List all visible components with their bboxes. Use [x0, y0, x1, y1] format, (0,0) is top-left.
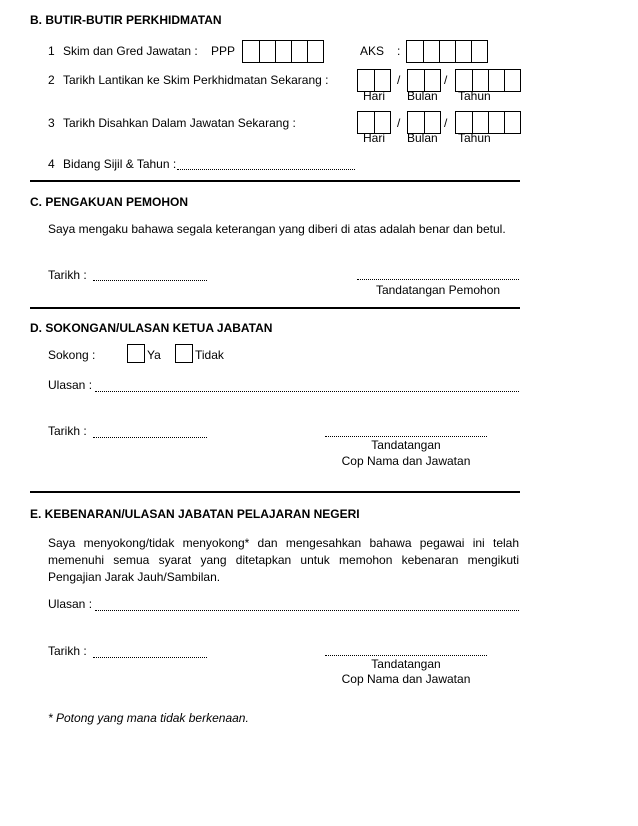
ppp-code-boxes[interactable] [242, 40, 324, 63]
item-1-label: Skim dan Gred Jawatan : [63, 44, 198, 58]
aks-label: AKS [360, 44, 385, 58]
section-divider [30, 307, 520, 309]
support-no-checkbox[interactable] [175, 344, 193, 363]
head-date-line[interactable] [93, 437, 207, 438]
section-d-heading: D. SOKONGAN/ULASAN KETUA JABATAN [30, 321, 273, 335]
date-separator: / [444, 116, 448, 130]
ppp-label: PPP [211, 44, 236, 58]
date-separator: / [444, 73, 448, 87]
item-2-label: Tarikh Lantikan ke Skim Perkhidmatan Sekarang : [63, 73, 329, 87]
day-caption: Hari [363, 89, 386, 103]
item-4-number: 4 [48, 157, 55, 171]
day-caption: Hari [363, 131, 386, 145]
support-label: Sokong : [48, 348, 96, 362]
section-c-heading: C. PENGAKUAN PEMOHON [30, 195, 189, 209]
head-stamp-caption: Cop Nama dan Jawatan [341, 454, 471, 468]
applicant-signature-caption: Tandatangan Pemohon [375, 283, 501, 297]
head-comment-label: Ulasan : [48, 378, 93, 392]
section-e-heading: E. KEBENARAN/ULASAN JABATAN PELAJARAN NEGERI [30, 507, 360, 521]
item-1-number: 1 [48, 44, 55, 58]
support-yes-checkbox[interactable] [127, 344, 145, 363]
section-divider [30, 180, 520, 182]
state-signature-line[interactable] [325, 655, 487, 656]
head-signature-line[interactable] [325, 436, 487, 437]
year-caption: Tahun [458, 131, 491, 145]
section-divider [30, 491, 520, 493]
item-3-label: Tarikh Disahkan Dalam Jawatan Sekarang : [63, 116, 296, 130]
head-comment-line[interactable] [95, 391, 519, 392]
applicant-declaration: Saya mengaku bahawa segala keterangan yang diberi di atas adalah benar dan betul. [48, 222, 506, 236]
year-caption: Tahun [458, 89, 491, 103]
item-3-number: 3 [48, 116, 55, 130]
state-stamp-caption: Cop Nama dan Jawatan [341, 672, 471, 686]
state-comment-label: Ulasan : [48, 597, 93, 611]
footnote: * Potong yang mana tidak berkenaan. [48, 711, 249, 725]
certificate-field-line[interactable] [177, 169, 355, 170]
month-caption: Bulan [407, 89, 438, 103]
head-date-label: Tarikh : [48, 424, 87, 438]
support-yes-label: Ya [147, 348, 161, 362]
aks-colon: : [397, 44, 401, 58]
state-signature-caption: Tandatangan [371, 657, 441, 671]
applicant-date-label: Tarikh : [48, 268, 87, 282]
head-signature-caption: Tandatangan [371, 438, 441, 452]
applicant-signature-line[interactable] [357, 279, 519, 280]
aks-code-boxes[interactable] [406, 40, 488, 63]
support-no-label: Tidak [195, 348, 224, 362]
state-department-statement: Saya menyokong/tidak menyokong* dan mengesahkan bahawa pegawai ini telah memenuhi semua syarat yang ditetapkan untuk memohon kebenaran mengikuti Pengajian Jarak Jauh/Sambilan. [48, 536, 519, 584]
state-comment-line[interactable] [95, 610, 519, 611]
month-caption: Bulan [407, 131, 438, 145]
state-date-line[interactable] [93, 657, 207, 658]
item-4-label: Bidang Sijil & Tahun : [63, 157, 177, 171]
section-b-heading: B. BUTIR-BUTIR PERKHIDMATAN [30, 13, 222, 27]
date-separator: / [397, 73, 401, 87]
item-2-number: 2 [48, 73, 55, 87]
date-separator: / [397, 116, 401, 130]
applicant-date-line[interactable] [93, 280, 207, 281]
state-date-label: Tarikh : [48, 644, 87, 658]
